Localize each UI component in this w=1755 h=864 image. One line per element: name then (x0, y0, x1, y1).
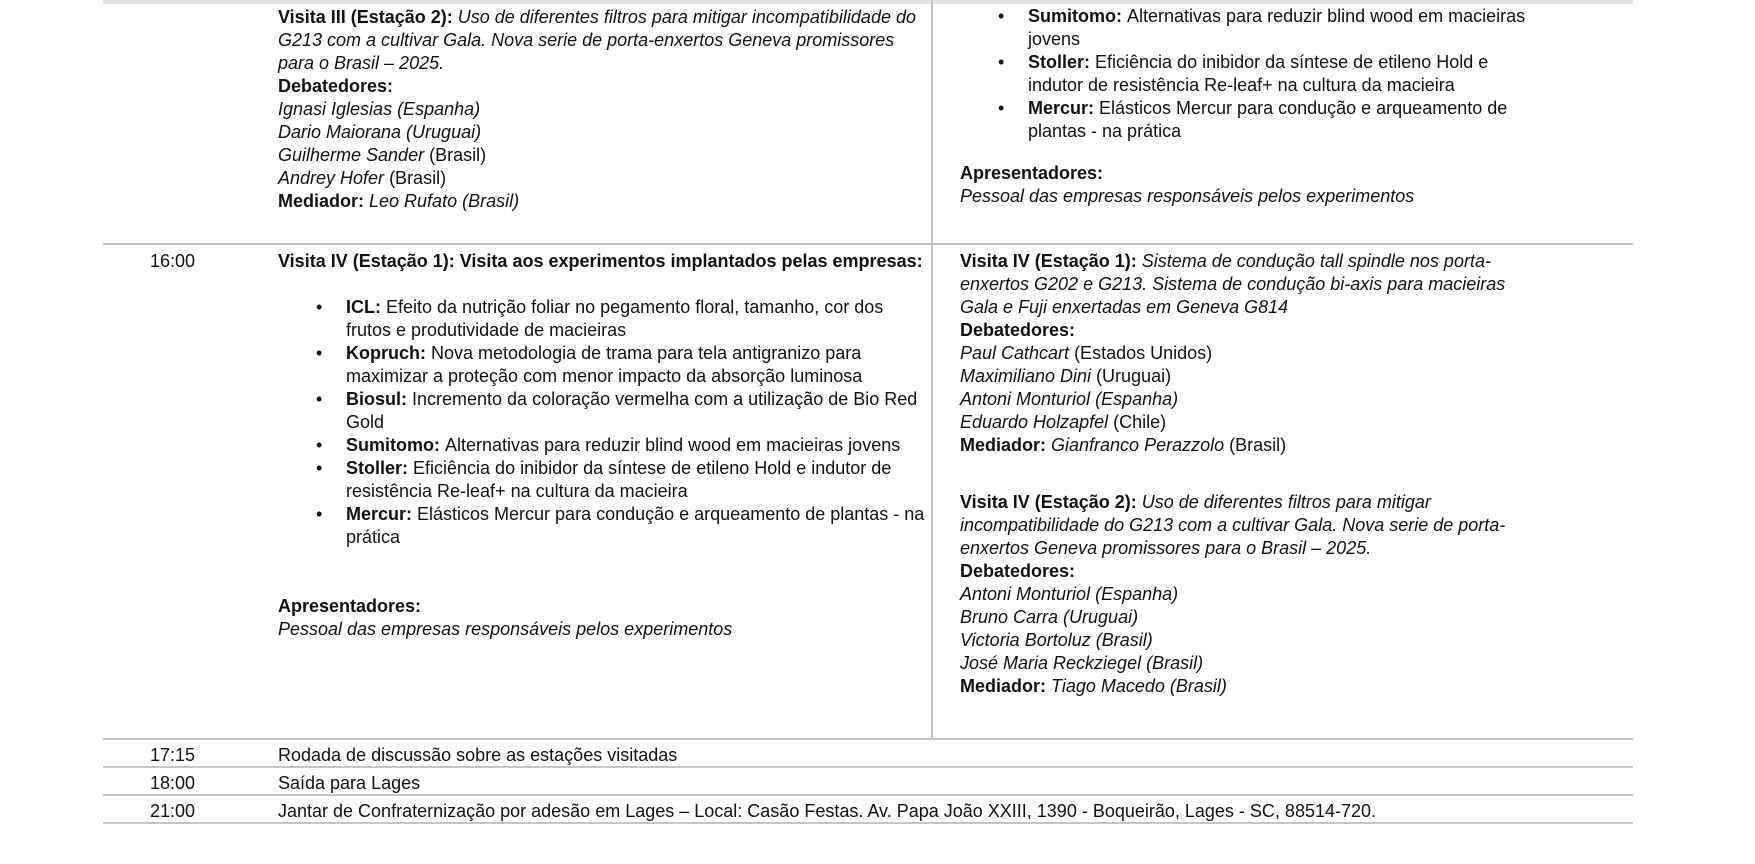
text-segment: Elásticos Mercur para condução e arqueamento de plantas - na prática (1028, 98, 1508, 141)
list-item (278, 434, 928, 457)
schedule-row-text: Jantar de Confraternização por adesão em Lages – Local: Casão Festas. Av. Papa João XXIII, 1390 - Boqueirão, Lages - SC, 88514-720. (278, 801, 1377, 821)
text-segment: Eficiência do inibidor da síntese de etileno Hold e indutor de resistência Re-leaf+ na cultura da macieira (346, 458, 892, 501)
text-segment: Sumitomo: (1028, 6, 1127, 26)
text-segment: Pessoal das empresas responsáveis pelos experimentos (960, 186, 1415, 206)
text-segment: Guilherme Sander (278, 145, 425, 165)
time-cell: 16:00 (150, 251, 196, 271)
text-segment: Elásticos Mercur para condução e arqueamento de plantas - na prática (346, 504, 925, 547)
text-segment: (Brasil) (424, 145, 487, 165)
text-segment: Bruno Carra (Uruguai) (960, 607, 1139, 627)
text-segment: Alternativas para reduzir blind wood em macieiras jovens (445, 435, 901, 455)
list-item-text (346, 458, 891, 501)
paragraph (960, 652, 1540, 675)
text-segment: Visita III (Estação 2): (278, 7, 458, 27)
text-segment: Victoria Bortoluz (Brasil) (960, 630, 1153, 650)
list-item (960, 97, 1540, 143)
text-segment: Dario Maiorana (Uruguai) (278, 122, 482, 142)
list-item (278, 342, 928, 388)
text-segment: Alternativas para reduzir blind wood em macieiras jovens (1028, 6, 1526, 49)
spacer (278, 273, 928, 296)
paragraph (278, 75, 928, 98)
text-segment: (Brasil) (1224, 435, 1287, 455)
paragraph (960, 185, 1540, 208)
text-segment: (Brasil) (384, 168, 447, 188)
text-segment: (Uruguai) (1091, 366, 1172, 386)
paragraph (960, 411, 1540, 434)
paragraph (960, 606, 1540, 629)
text-segment: Eficiência do inibidor da síntese de etileno Hold e indutor de resistência Re-leaf+ na cultura da macieira (1028, 52, 1489, 95)
schedule-row-text: Saída para Lages (278, 773, 421, 793)
table-top-edge (103, 0, 1633, 4)
text-segment: Antoni Monturiol (Espanha) (960, 389, 1179, 409)
bullet-icon: • (316, 297, 323, 317)
paragraph (278, 167, 928, 190)
list-item (278, 296, 928, 342)
text-segment: Stoller: (346, 458, 414, 478)
text-segment: Antoni Monturiol (Espanha) (960, 584, 1179, 604)
list-item-text (1028, 6, 1525, 49)
bullet-icon: • (998, 98, 1005, 118)
paragraph (960, 342, 1540, 365)
text-segment: Mediador: (960, 435, 1052, 455)
text-segment: Visita IV (Estação 1): (960, 251, 1142, 271)
text-segment: Kopruch: (346, 343, 431, 363)
text-segment: Visita IV (Estação 2): (960, 492, 1142, 512)
paragraph (278, 144, 928, 167)
text-segment: Efeito da nutrição foliar no pegamento floral, tamanho, cor dos frutos e produtividade de macieiras (346, 297, 884, 340)
text-segment: Paul Cathcart (960, 343, 1070, 363)
paragraph (960, 491, 1540, 560)
paragraph (960, 434, 1540, 457)
text-segment: Apresentadores: (278, 596, 422, 616)
text-segment: Debatedores: (960, 320, 1076, 340)
text-segment: Ignasi Iglesias (Espanha) (278, 99, 481, 119)
bullet-icon: • (998, 52, 1005, 72)
paragraph (278, 250, 928, 273)
text-segment: Pessoal das empresas responsáveis pelos experimentos (278, 619, 733, 639)
schedule-cell-visita4-right (960, 250, 1540, 698)
bullet-icon: • (316, 458, 323, 478)
schedule-row-text: Rodada de discussão sobre as estações visitadas (278, 745, 678, 765)
text-segment: Debatedores: (278, 76, 394, 96)
list-item-text (1028, 98, 1507, 141)
text-segment: Leo Rufato (Brasil) (369, 191, 520, 211)
text-segment: Andrey Hofer (278, 168, 385, 188)
text-segment: Eduardo Holzapfel (960, 412, 1109, 432)
bullet-icon: • (316, 435, 323, 455)
text-segment: Debatedores: (960, 561, 1076, 581)
paragraph (278, 121, 928, 144)
text-segment: Mediador: (278, 191, 370, 211)
paragraph (278, 98, 928, 121)
list-item-text (346, 343, 862, 386)
text-segment: Uso de diferentes filtros para mitigar incompatibilidade do G213 com a cultivar Gala. Nova serie de porta-enxertos Geneva promissores para o Brasil – 2025. (960, 492, 1506, 558)
spacer (960, 143, 1540, 162)
text-segment: José Maria Reckziegel (Brasil) (960, 653, 1204, 673)
list-item (960, 5, 1540, 51)
paragraph (960, 250, 1540, 319)
schedule-cell-visita4-left (278, 250, 928, 641)
text-segment: Sistema de condução tall spindle nos porta-enxertos G202 e G213. Sistema de condução bi-axis para macieiras Gala e Fuji enxertadas em Geneva G814 (960, 251, 1506, 317)
paragraph (960, 162, 1540, 185)
paragraph (960, 365, 1540, 388)
list-item-text (346, 504, 924, 547)
schedule-cell-visita3-right (960, 5, 1540, 208)
time-cell: 21:00 (150, 801, 196, 821)
paragraph (278, 6, 928, 75)
list-item-text (346, 435, 900, 455)
text-segment: Uso de diferentes filtros para mitigar incompatibilidade do G213 com a cultivar Gala. Nova serie de porta-enxertos Geneva promissores para o Brasil – 2025. (278, 7, 916, 73)
text-segment: Tiago Macedo (Brasil) (1051, 676, 1227, 696)
row-divider (103, 243, 1633, 245)
bullet-icon: • (316, 343, 323, 363)
schedule-cell-visita3-left (278, 6, 928, 213)
spacer (960, 457, 1540, 491)
text-segment: Maximiliano Dini (960, 366, 1092, 386)
paragraph (278, 190, 928, 213)
spacer (278, 549, 928, 595)
text-segment: Sumitomo: (346, 435, 445, 455)
paragraph (960, 675, 1540, 698)
list-item-text (346, 389, 917, 432)
bullet-icon: • (316, 389, 323, 409)
bullet-icon: • (998, 6, 1005, 26)
column-divider-line (931, 0, 933, 739)
text-segment: Mercur: (346, 504, 418, 524)
paragraph (278, 595, 928, 618)
text-segment: Apresentadores: (960, 163, 1104, 183)
paragraph (960, 319, 1540, 342)
paragraph (278, 618, 928, 641)
text-segment: (Chile) (1108, 412, 1167, 432)
list-item-text (1028, 52, 1488, 95)
list-item (278, 503, 928, 549)
row-divider (103, 738, 1633, 740)
paragraph (960, 388, 1540, 411)
text-segment: Stoller: (1028, 52, 1096, 72)
text-segment: Incremento da coloração vermelha com a utilização de Bio Red Gold (346, 389, 918, 432)
text-segment: Biosul: (346, 389, 412, 409)
time-cell: 18:00 (150, 773, 196, 793)
list-item (278, 457, 928, 503)
text-segment: ICL: (346, 297, 386, 317)
paragraph (960, 583, 1540, 606)
text-segment: Nova metodologia de trama para tela antigranizo para maximizar a proteção com menor impacto da absorção luminosa (346, 343, 863, 386)
text-segment: Visita IV (Estação 1): Visita aos experimentos implantados pelas empresas: (278, 251, 923, 271)
list-item-text (346, 297, 883, 340)
bullet-icon: • (316, 504, 323, 524)
list-item (960, 51, 1540, 97)
text-segment: (Estados Unidos) (1069, 343, 1213, 363)
text-segment: Mercur: (1028, 98, 1100, 118)
list-item (278, 388, 928, 434)
paragraph (960, 560, 1540, 583)
text-segment: Mediador: (960, 676, 1052, 696)
paragraph (960, 629, 1540, 652)
text-segment: Gianfranco Perazzolo (1051, 435, 1225, 455)
time-cell: 17:15 (150, 745, 196, 765)
